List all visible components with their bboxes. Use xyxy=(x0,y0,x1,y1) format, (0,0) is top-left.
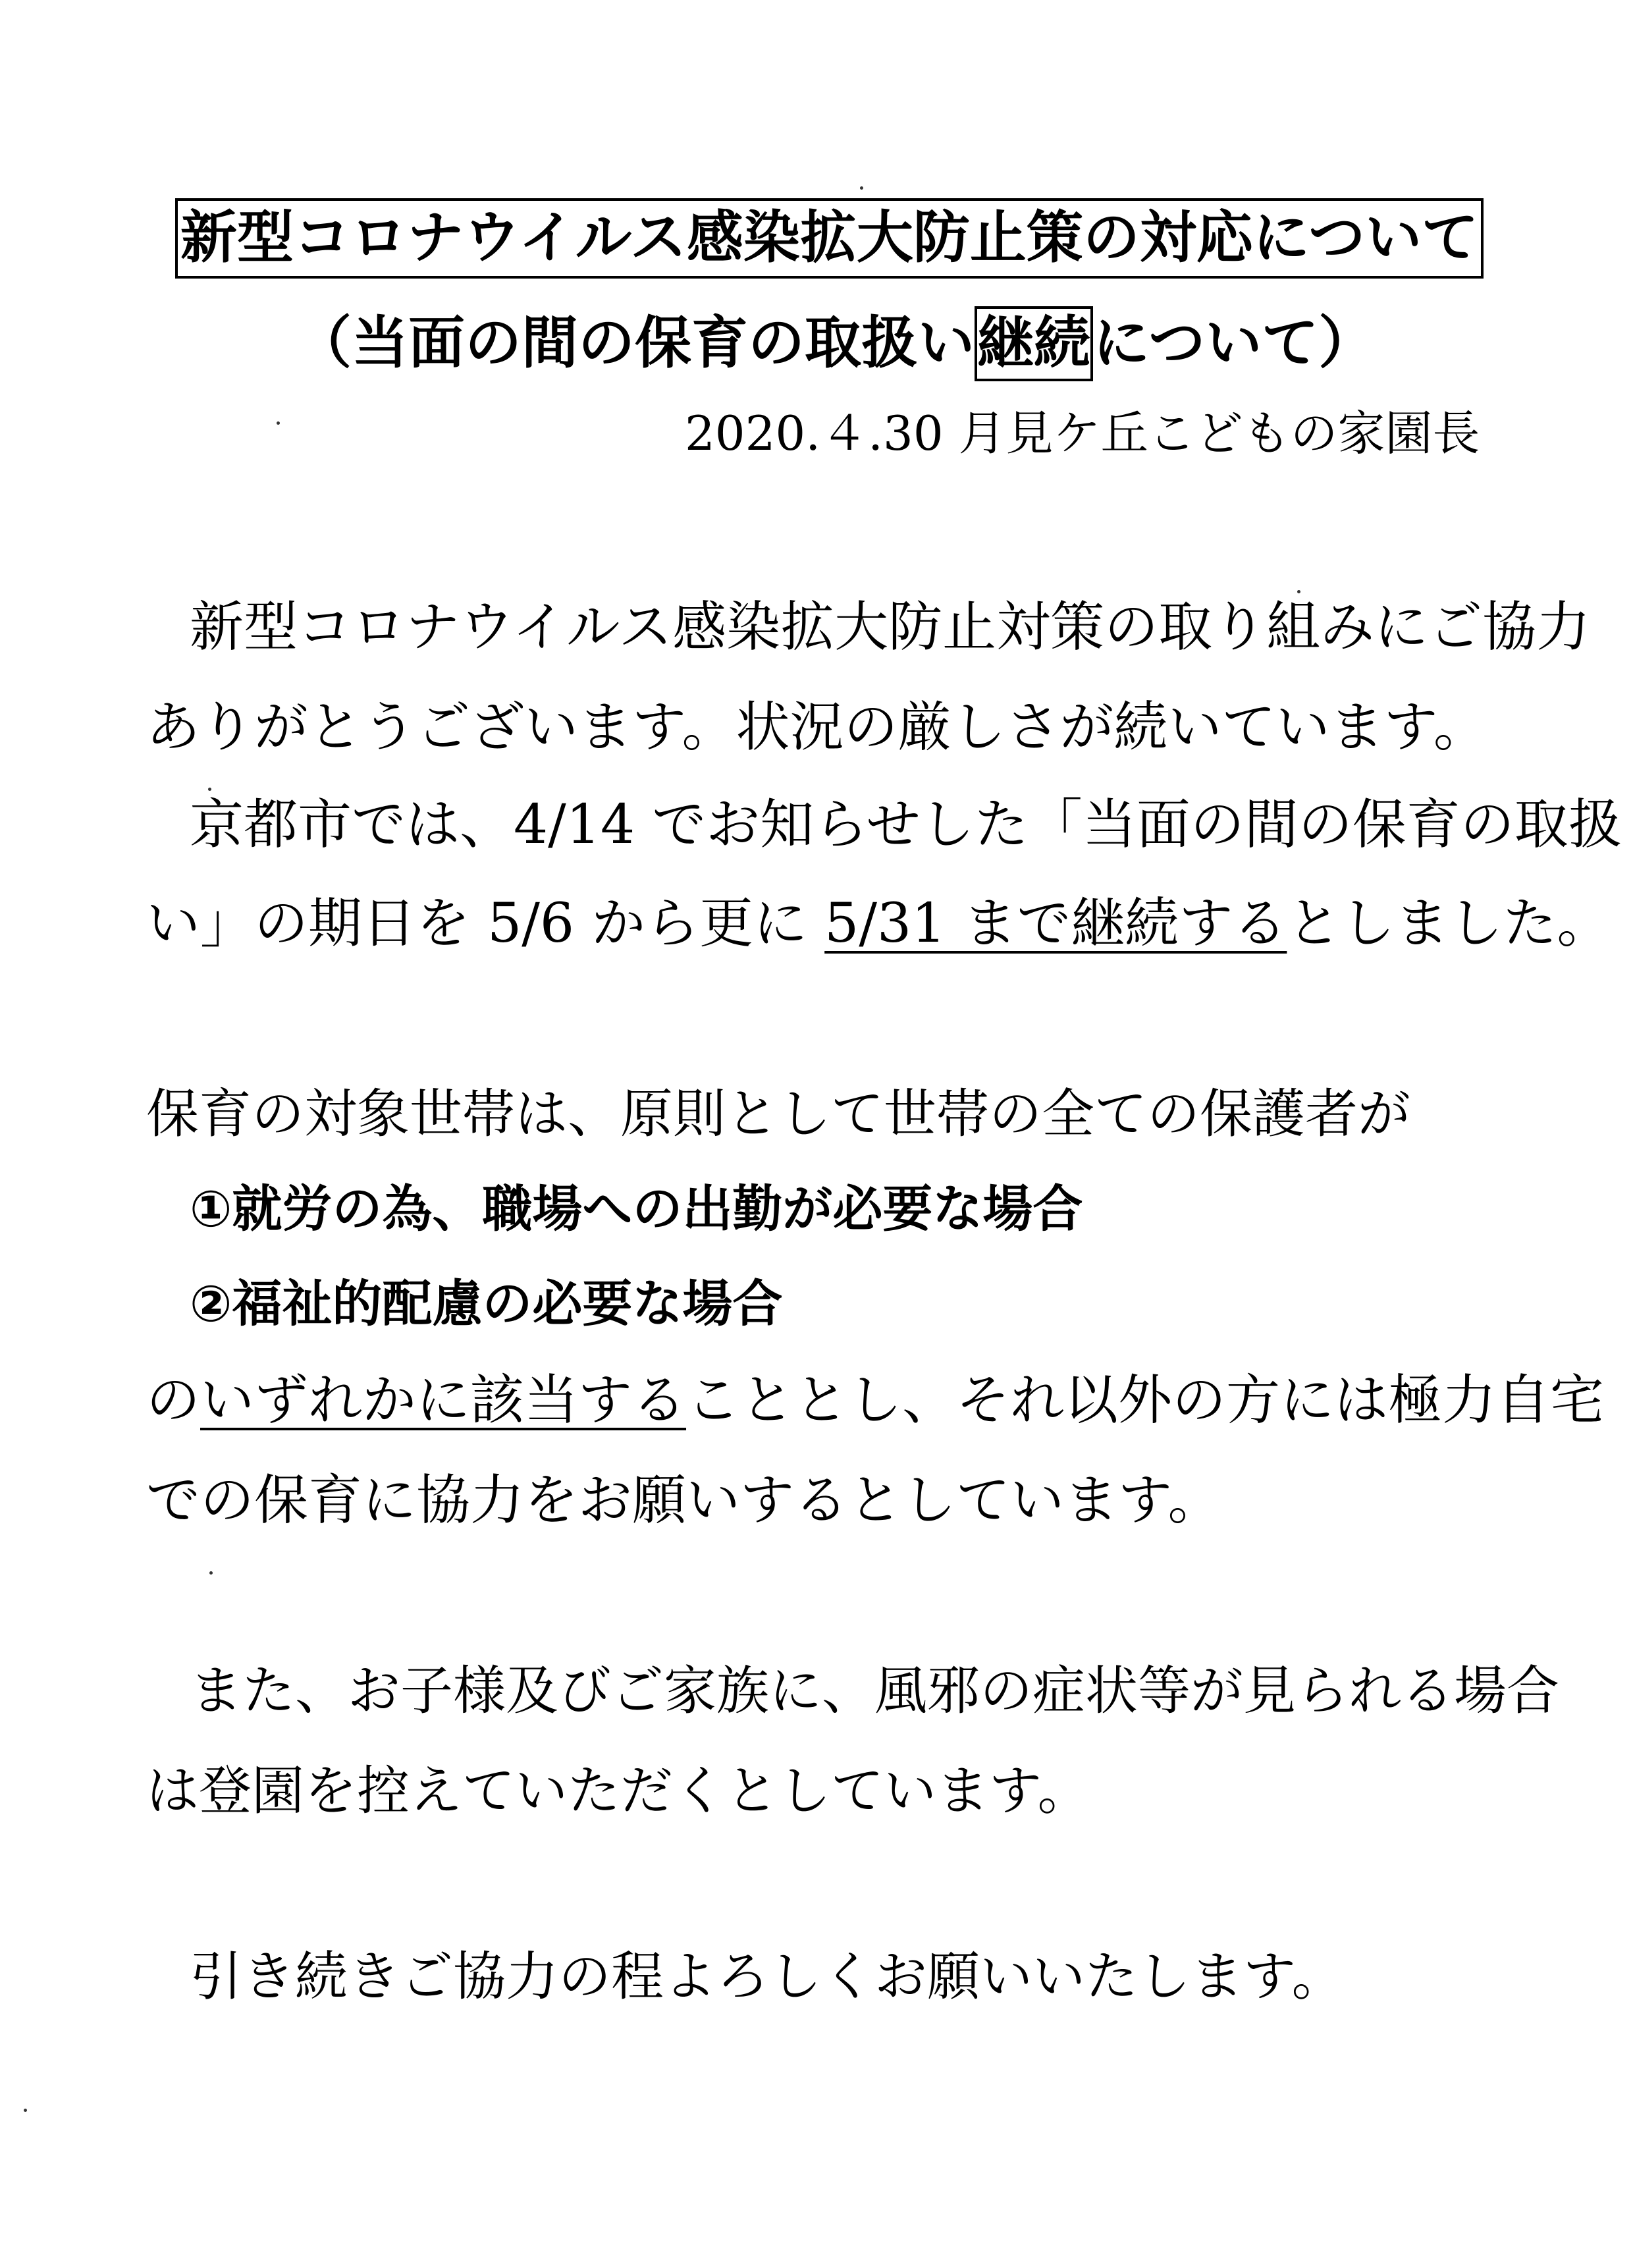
paragraph-4-line-2: は登園を控えていただくとしています。 xyxy=(146,1760,1090,1822)
paragraph-1-line-2: ありがとうございます。状況の厳しさが続いています。 xyxy=(146,696,1487,759)
notice-title: 新型コロナウイルス感染拡大防止策の対応について xyxy=(175,198,1484,279)
paragraph-2-underlined: 5/31 まで継続する xyxy=(824,892,1287,955)
paragraph-3-underlined: いずれかに該当する xyxy=(200,1369,687,1432)
date-signature: 2020.４.30 月見ケ丘こどもの家園長 xyxy=(685,406,1480,461)
scan-speck xyxy=(209,1571,213,1575)
subtitle-open-paren: （ xyxy=(295,310,352,376)
notice-subtitle xyxy=(295,310,1376,376)
paragraph-3-text: の xyxy=(146,1369,201,1432)
paragraph-2-text-after: としました。 xyxy=(1287,892,1611,955)
condition-item-2: ②福祉的配慮の必要な場合 xyxy=(190,1274,783,1333)
scan-speck xyxy=(24,2109,27,2112)
paragraph-3-intro: 保育の対象世帯は、原則として世帯の全ての保護者が xyxy=(146,1083,1410,1145)
paragraph-3-line xyxy=(146,1369,1605,1432)
subtitle-boxed-word: 継続 xyxy=(975,306,1093,381)
condition-item-1: ①就労の為、職場への出勤が必要な場合 xyxy=(190,1179,1083,1238)
paragraph-3-last-line: での保育に協力をお願いするとしています。 xyxy=(146,1469,1222,1532)
scan-speck xyxy=(277,421,280,425)
scan-speck xyxy=(208,788,211,791)
scan-speck xyxy=(860,186,863,190)
subtitle-close-paren: ） xyxy=(1318,310,1376,376)
paragraph-2-text: い」の期日を 5/6 から更に xyxy=(146,892,825,955)
subtitle-text: 当面の間の保育の取扱い xyxy=(352,310,975,376)
paragraph-4-line-1: また、お子様及びご家族に、風邪の症状等が見られる場合 xyxy=(190,1660,1559,1721)
paragraph-1-line-1: 新型コロナウイルス感染拡大防止対策の取り組みにご協力 xyxy=(190,596,1591,659)
closing-line: 引き続きご協力の程よろしくお願いいたします。 xyxy=(190,1946,1345,2007)
paragraph-2-line-2 xyxy=(146,892,1611,955)
subtitle-text-after: について xyxy=(1093,310,1319,376)
paragraph-2-line-1: 京都市では、4/14 でお知らせした「当面の間の保育の取扱 xyxy=(190,794,1622,856)
paragraph-3-text-after: こととし、それ以外の方には極力自宅 xyxy=(686,1369,1605,1432)
scan-speck xyxy=(1297,590,1300,593)
notice-title-row xyxy=(175,205,1484,271)
